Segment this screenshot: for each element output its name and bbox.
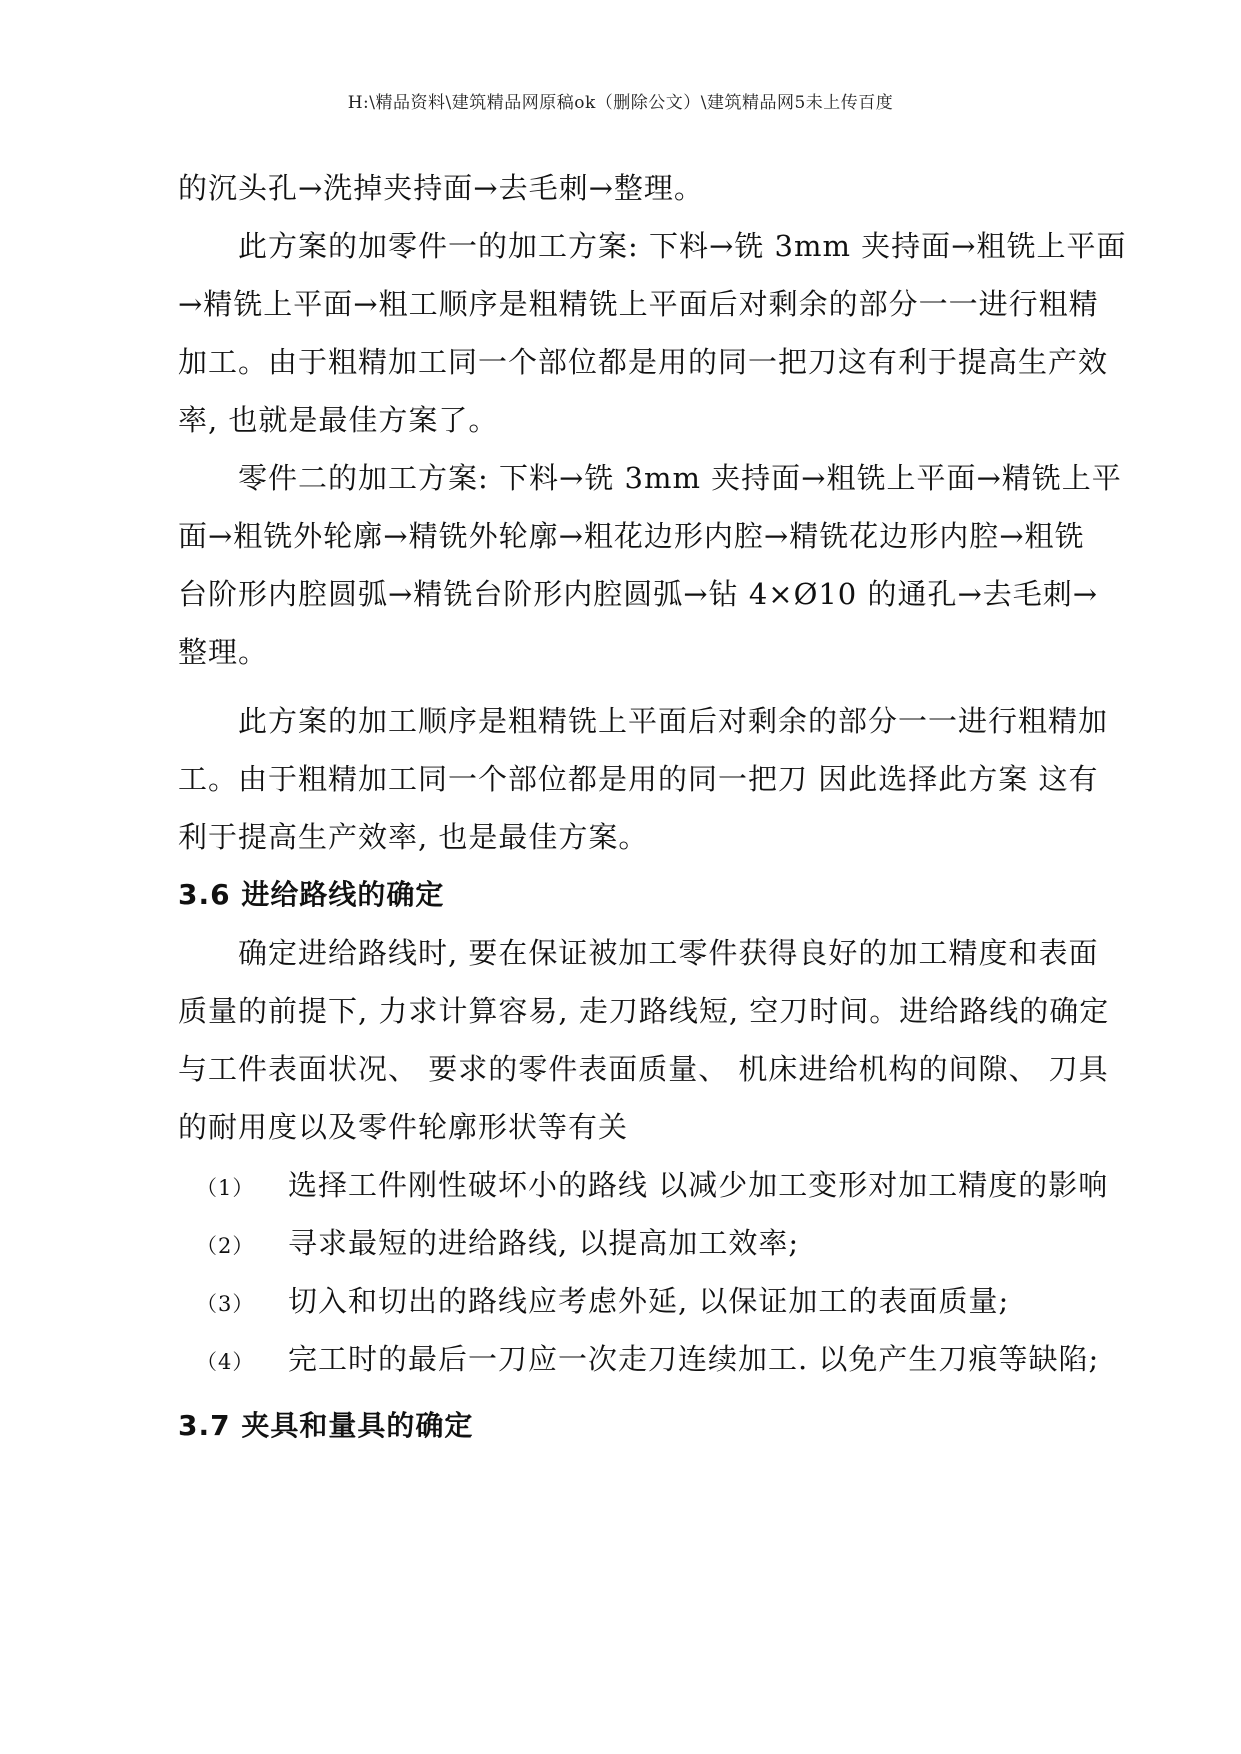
list-item-1 [196,1167,1108,1206]
paragraph-3-line-1: 零件二的加工方案: 下料→铣 3mm 夹持面→粗铣上平面→精铣上平 [238,461,1122,495]
list-item-text: 切入和切出的路线应考虑外延, 以保证加工的表面质量; [288,1284,1010,1318]
paragraph-4-line-3: 利于提高生产效率, 也是最佳方案。 [178,820,649,854]
paragraph-2-line-4: 率, 也就是最佳方案了。 [178,403,499,437]
section-heading-3-6: 3.6 进给路线的确定 [178,878,445,911]
paragraph-3-line-3: 台阶形内腔圆弧→精铣台阶形内腔圆弧→钻 4×Ø10 的通孔→去毛刺→ [178,577,1099,611]
paragraph-1-line-1: 的沉头孔→洗掉夹持面→去毛刺→整理。 [178,171,704,205]
list-item-4 [196,1341,1099,1380]
list-item-text: 选择工件刚性破坏小的路线 以减少加工变形对加工精度的影响 [288,1168,1109,1202]
paragraph-3-line-2: 面→粗铣外轮廓→精铣外轮廓→粗花边形内腔→精铣花边形内腔→粗铣 [178,519,1085,553]
list-item-2 [196,1225,799,1264]
paragraph-5-line-1: 确定进给路线时, 要在保证被加工零件获得良好的加工精度和表面 [238,936,1099,970]
section-heading-3-7: 3.7 夹具和量具的确定 [178,1409,474,1442]
list-item-number: （3） [196,1292,255,1316]
paragraph-2-line-3: 加工。由于粗精加工同一个部位都是用的同一把刀这有利于提高生产效 [178,345,1109,379]
list-item-text: 寻求最短的进给路线, 以提高加工效率; [288,1226,800,1260]
paragraph-5-line-3: 与工件表面状况、 要求的零件表面质量、 机床进给机构的间隙、 刀具 [178,1052,1109,1086]
paragraph-2-line-1: 此方案的加零件一的加工方案: 下料→铣 3mm 夹持面→粗铣上平面 [238,229,1127,263]
list-item-number: （2） [196,1234,255,1258]
paragraph-4-line-1: 此方案的加工顺序是粗精铣上平面后对剩余的部分一一进行粗精加 [238,704,1109,738]
paragraph-5-line-2: 质量的前提下, 力求计算容易, 走刀路线短, 空刀时间。进给路线的确定 [178,994,1110,1028]
paragraph-2-line-2: →精铣上平面→粗工顺序是粗精铣上平面后对剩余的部分一一进行粗精 [178,287,1099,321]
paragraph-3-line-4: 整理。 [178,635,269,669]
page-header-path: H:\精品资料\建筑精品网原稿ok（删除公文）\建筑精品网5未上传百度 [347,93,894,113]
list-item-text: 完工时的最后一刀应一次走刀连续加工. 以免产生刀痕等缺陷; [288,1342,1100,1376]
paragraph-4-line-2: 工。由于粗精加工同一个部位都是用的同一把刀 因此选择此方案 这有 [178,762,1099,796]
list-item-3 [196,1283,1009,1322]
list-item-number: （1） [196,1176,255,1200]
paragraph-5-line-4: 的耐用度以及零件轮廓形状等有关 [178,1110,629,1144]
list-item-number: （4） [196,1350,255,1374]
